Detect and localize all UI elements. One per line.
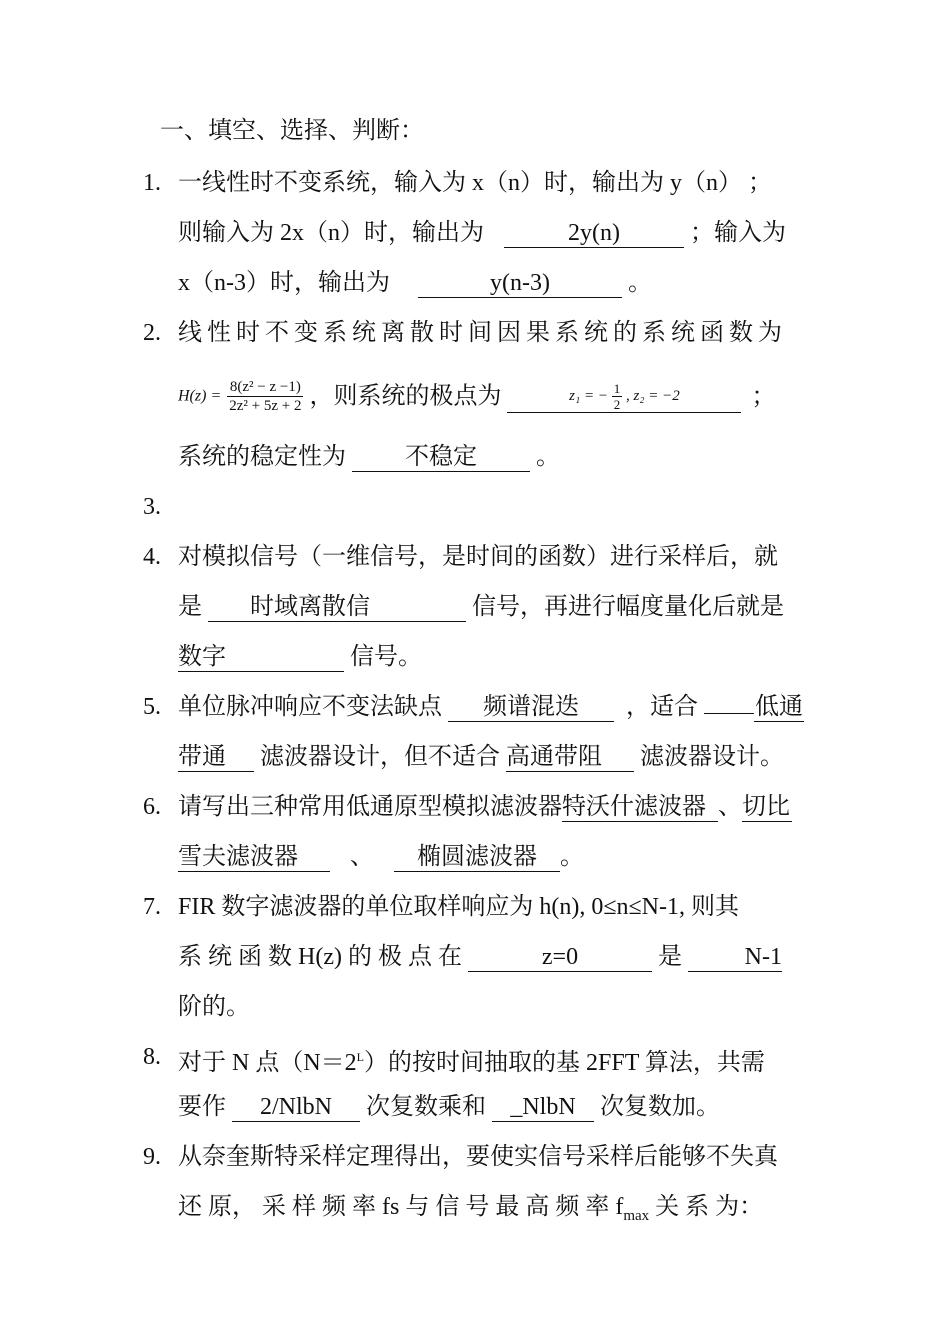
question-number: 9. [143, 1144, 161, 1170]
q1-answer-blank-2: y(n-3) [418, 269, 622, 298]
q5-line1-mid: ，适合 [626, 694, 698, 720]
q5-line2-text: 滤波器设计，但不适合 [260, 744, 500, 770]
q5-line2 [178, 742, 784, 772]
q8-answer-blank: 2/NlbN [232, 1093, 360, 1122]
q8-line1 [178, 1042, 765, 1078]
q2-line3-text: 系统的稳定性为 [178, 444, 346, 470]
q7-line1: FIR 数字滤波器的单位取样响应为 h(n), 0≤n≤N-1, 则其 [178, 894, 739, 920]
pole-2: , z₂ = −2 [625, 387, 680, 404]
q9-line2-text: 还 原， 采 样 频 率 fs 与 信 号 最 高 频 率 f [178, 1194, 624, 1220]
q1-line2-tail: ；输入为 [690, 220, 786, 246]
question-number: 4. [143, 544, 161, 570]
q5-answer-blank: 频谱混迭 [448, 693, 614, 722]
q8-line2-text: 要作 [178, 1094, 226, 1120]
question-number: 3. [143, 494, 161, 520]
section-title: 一、填空、选择、判断： [160, 118, 424, 144]
q7-line2-mid: 是 [657, 944, 682, 970]
q1-line1: 一线性时不变系统，输入为 x（n）时，输出为 y（n） ； [178, 170, 772, 196]
q2-line3-tail: 。 [536, 444, 560, 470]
q9-line2 [178, 1192, 763, 1231]
pole-fraction [612, 381, 623, 412]
transfer-function-denominator: 2z² + 5z + 2 [229, 398, 302, 414]
q9-subscript: max [623, 1207, 650, 1224]
q4-answer-blank [208, 593, 466, 622]
q2-line1: 线性时不变系统离散时间因果系统的系统函数为 [178, 320, 787, 346]
q7-line2-text: 系 统 函 数 H(z) 的 极 点 在 [178, 944, 462, 970]
q8-line2-tail: 次复数加。 [600, 1094, 720, 1120]
q7-line3: 阶的。 [178, 994, 250, 1020]
pole-fraction-num: 1 [613, 380, 621, 396]
q7-line2 [178, 942, 782, 972]
q6-answer-blank-4: 椭圆滤波器 [394, 843, 560, 872]
q5-line1 [178, 692, 804, 722]
q4-answer-blank-2: 数字 [178, 643, 344, 672]
transfer-function-lhs: H(z) = [178, 387, 222, 405]
q8-line2-mid: 次复数乘和 [366, 1094, 486, 1120]
question-number: 5. [143, 694, 161, 720]
q5-answer-blank-3: 带通 [178, 743, 254, 772]
transfer-function-numerator: 8(z² − z −1) [227, 378, 303, 397]
q7-answer-blank-2: N-1 [688, 943, 782, 972]
q1-line3-text: x（n-3）时，输出为 [178, 270, 390, 296]
q8-line1-text: 对于 N 点（N＝2 [178, 1050, 357, 1076]
q6-answer-blank-2: 切比 [742, 794, 790, 820]
q2-line2-text: ，则系统的极点为 [309, 383, 502, 410]
q1-line3-tail: 。 [628, 270, 652, 296]
q4-answer-text: 时域离散信 [250, 594, 370, 620]
q5-line1-text: 单位脉冲响应不变法缺点 [178, 694, 442, 720]
q6-line1-sep: 、 [718, 794, 742, 820]
q8-line2 [178, 1092, 720, 1122]
q2-line3 [178, 442, 560, 472]
q2-stability-answer: 不稳定 [352, 443, 530, 472]
q1-line3 [178, 268, 652, 298]
question-number: 6. [143, 794, 161, 820]
q6-line2-tail: 。 [560, 844, 584, 870]
pole-fraction-den: 2 [613, 396, 621, 412]
q6-answer-blank-3: 雪夫滤波器 [178, 843, 330, 872]
q6-line2 [178, 842, 584, 872]
q2-line2 [178, 378, 775, 430]
q8-exponent: L [356, 1050, 365, 1064]
question-number: 8. [143, 1044, 161, 1070]
q5-line2-tail: 滤波器设计。 [640, 744, 784, 770]
q4-line1: 对模拟信号（一维信号，是时间的函数）进行采样后，就 [178, 544, 778, 570]
pole-1: z₁ = − [569, 387, 608, 404]
q5-short-blank [704, 713, 754, 714]
q4-line2-text: 是 [178, 594, 202, 620]
q1-line2 [178, 218, 786, 248]
q4-line3 [178, 642, 422, 672]
q1-answer-blank: 2y(n) [504, 219, 684, 248]
q9-line2-tail: 关 系 为： [649, 1194, 764, 1220]
transfer-function-fraction [227, 378, 303, 415]
q6-line1-text: 请写出三种常用低通原型模拟滤波器 [178, 794, 562, 820]
q5-answer-blank-4: 高通带阻 [506, 743, 634, 772]
q6-answer-blank: 特沃什滤波器 [562, 793, 718, 822]
question-number: 1. [143, 170, 161, 196]
q8-answer-blank-2: _NlbN [492, 1093, 594, 1122]
q4-line2 [178, 592, 784, 622]
q8-line1-tail: ）的按时间抽取的基 2FFT 算法，共需 [364, 1050, 765, 1076]
question-number: 2. [143, 320, 161, 346]
q6-line2-sep: 、 [350, 844, 374, 870]
q6-line1 [178, 792, 792, 822]
q5-answer-blank-2: 低通 [755, 694, 803, 720]
question-number: 7. [143, 894, 161, 920]
q9-line1: 从奈奎斯特采样定理得出，要使实信号采样后能够不失真 [178, 1144, 778, 1170]
q1-line2-text: 则输入为 2x（n）时，输出为 [178, 220, 484, 246]
q4-line3-tail: 信号。 [350, 644, 422, 670]
q2-line2-tail: ； [751, 383, 776, 410]
q7-answer-blank: z=0 [468, 943, 652, 972]
q4-line2-tail: 信号，再进行幅度量化后就是 [472, 594, 784, 620]
q2-poles-answer [507, 381, 741, 413]
